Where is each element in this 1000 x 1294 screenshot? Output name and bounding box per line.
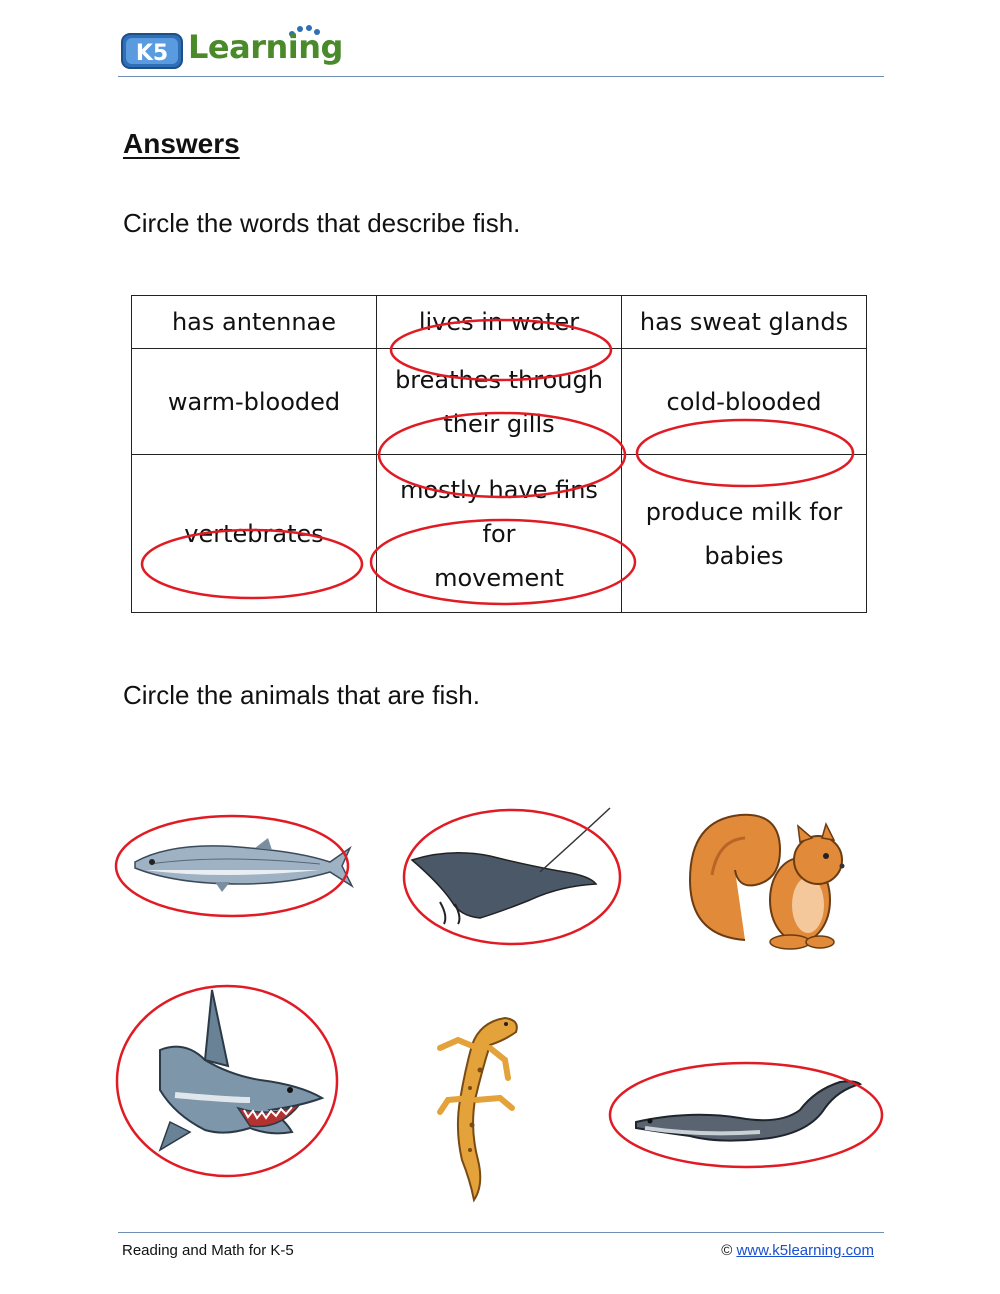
word-text: babies — [704, 541, 784, 570]
footer-rule — [118, 1232, 884, 1233]
footer-copyright — [721, 1242, 874, 1259]
shark-icon[interactable] — [160, 990, 322, 1150]
word-text: vertebrates — [184, 519, 324, 548]
copyright-symbol: © — [721, 1242, 733, 1259]
eel-icon[interactable] — [636, 1081, 860, 1140]
word-text: mostly have fins for — [400, 475, 598, 548]
word-text: produce milk for — [645, 497, 843, 526]
word-text: cold-blooded — [666, 387, 822, 416]
logo-text: Learning — [188, 28, 343, 66]
word-text: warm-blooded — [167, 387, 341, 416]
sardine-icon[interactable] — [135, 838, 352, 892]
footer-tagline: Reading and Math for K-5 — [122, 1242, 294, 1259]
squirrel-icon[interactable] — [690, 815, 845, 949]
answer-circle — [610, 1063, 882, 1167]
word-text: their gills — [443, 409, 555, 438]
word-text: lives in water — [418, 308, 580, 337]
word-text: has sweat glands — [639, 308, 849, 337]
word-text: breathes through — [395, 365, 603, 394]
logo-badge: K5 — [135, 41, 169, 66]
page-title: Answers — [123, 128, 240, 159]
salamander-icon[interactable] — [440, 1018, 517, 1200]
word-text: has antennae — [171, 308, 337, 337]
word-text: movement — [434, 563, 564, 592]
instruction-words: Circle the words that describe fish. — [123, 208, 521, 238]
instruction-animals: Circle the animals that are fish. — [123, 680, 480, 710]
k5learning-link[interactable]: www.k5learning.com — [736, 1242, 874, 1259]
